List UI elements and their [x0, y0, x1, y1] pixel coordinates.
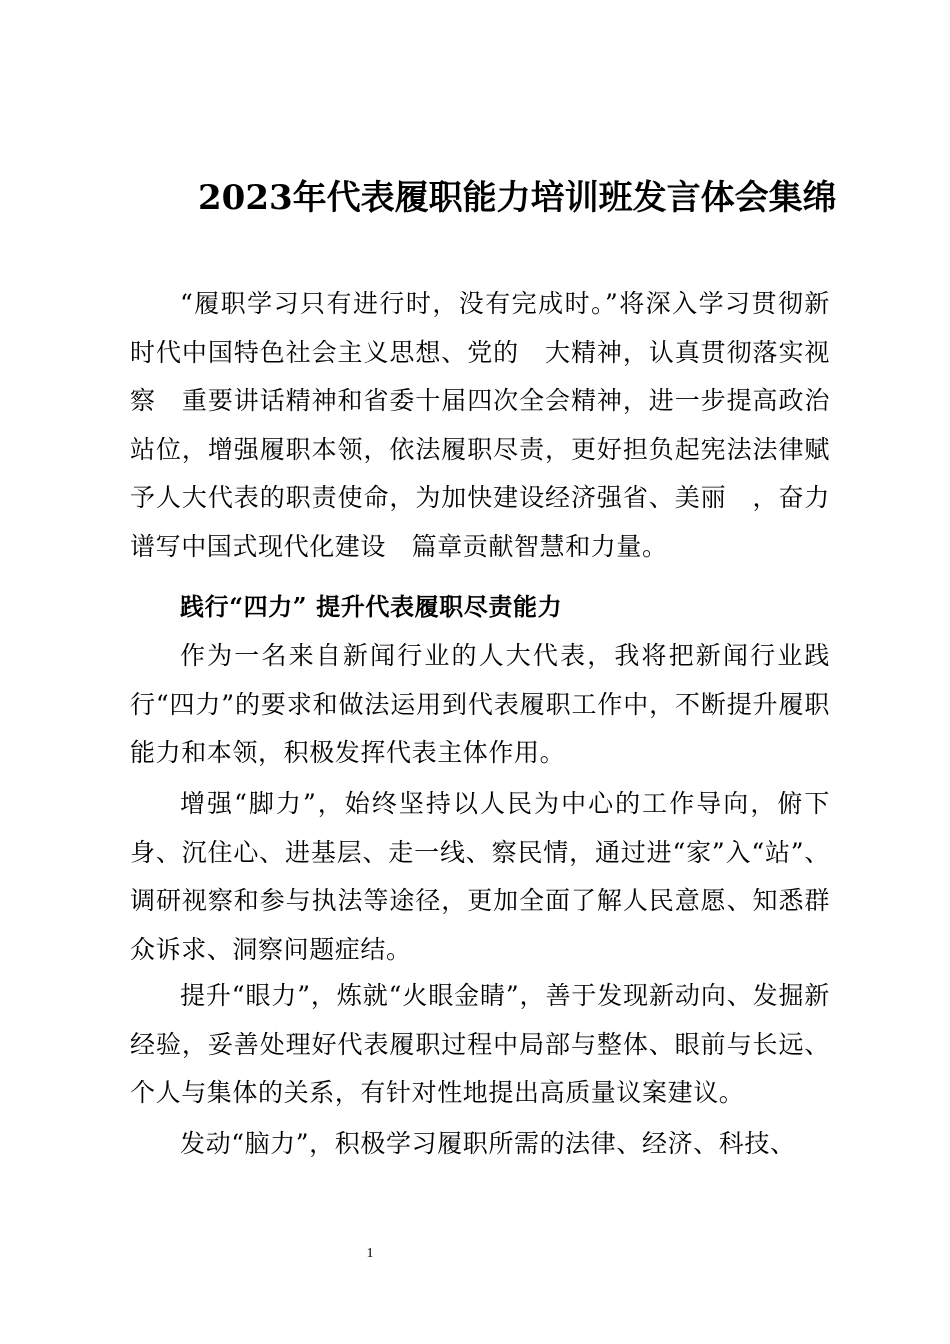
paragraph-intro: “履职学习只有进行时，没有完成时。”将深入学习贯彻新时代中国特色社会主义思想、党的 大精神，认真贯彻落实视察 重要讲话精神和省委十届四次全会精神，进一步提高政治站位，增强履职本领，依法履职尽责，更好担负起宪法法律赋予人大代表的职责使命，为加快建设经济强省、美丽 ，奋力谱写中国式现代化建设 篇章贡献智慧和力量。	[130, 289, 830, 561]
section-heading: 践行“四力” 提升代表履职尽责能力	[180, 592, 563, 621]
paragraph: 发动“脑力”，积极学习履职所需的法律、经济、科技、	[180, 1129, 796, 1158]
page-number: 1	[366, 1246, 374, 1261]
paragraph: 提升“眼力”，炼就“火眼金睛”，善于发现新动向、发掘新经验，妥善处理好代表履职过程中局部与整体、眼前与长远、个人与集体的关系，有针对性地提出高质量议案建议。	[130, 981, 830, 1107]
paragraph: 增强“脚力”，始终坚持以人民为中心的工作导向，俯下身、沉住心、进基层、走一线、察民情，通过进“家”入“站”、调研视察和参与执法等途径，更加全面了解人民意愿、知悉群众诉求、洞察问题症结。	[130, 789, 830, 964]
paragraph: 作为一名来自新闻行业的人大代表，我将把新闻行业践行“四力”的要求和做法运用到代表履职工作中，不断提升履职能力和本领，积极发挥代表主体作用。	[130, 641, 830, 767]
document-title: 2023年代表履职能力培训班发言体会集绵	[198, 178, 837, 218]
